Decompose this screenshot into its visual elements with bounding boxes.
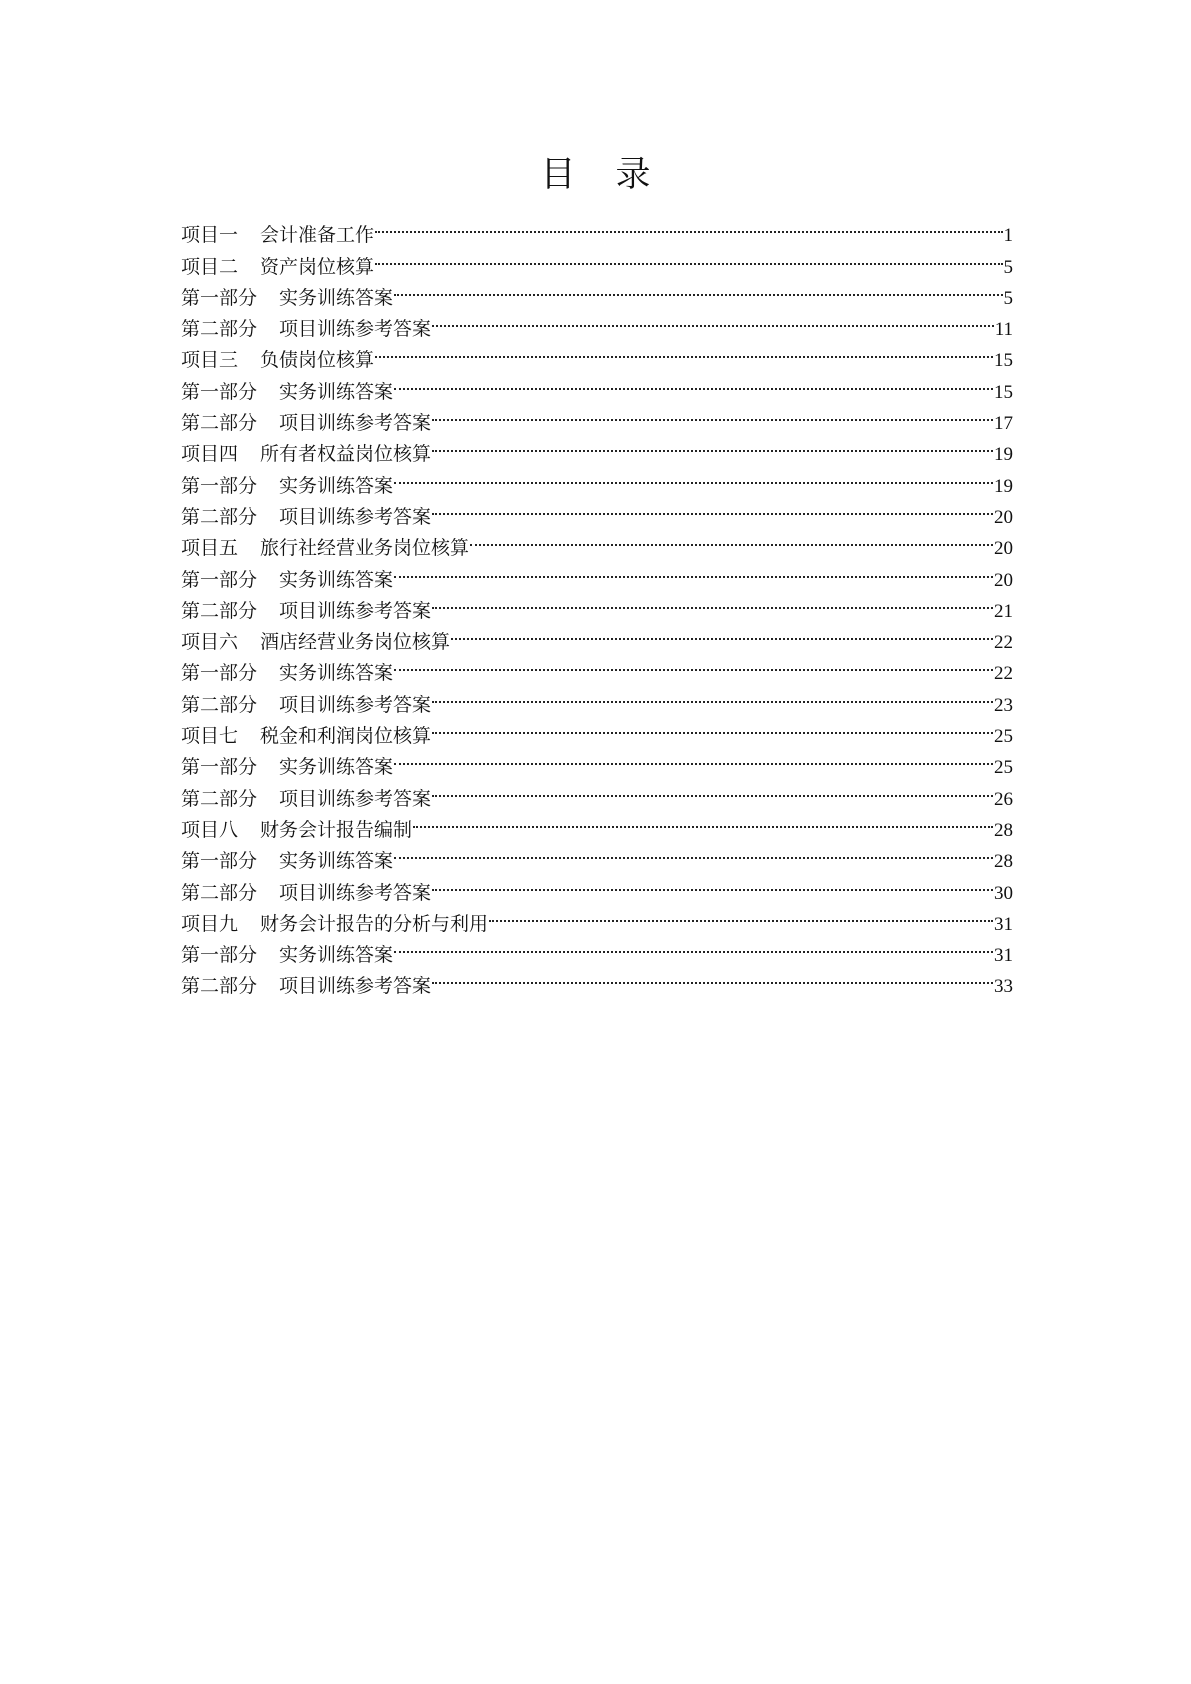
toc-entry-label	[181, 471, 393, 502]
toc-entry-prefix: 项目五	[181, 537, 239, 560]
toc-entry-prefix: 第二部分	[181, 693, 258, 716]
toc-entry-label	[181, 565, 393, 596]
toc-entry-prefix: 项目八	[181, 818, 239, 841]
toc-page-number: 25	[994, 726, 1013, 748]
toc-page-number: 21	[994, 600, 1013, 622]
toc-page-number: 31	[994, 945, 1013, 967]
toc-page-number: 31	[994, 913, 1013, 935]
toc-page-number: 17	[994, 413, 1013, 435]
toc-entry-prefix: 第一部分	[181, 380, 258, 403]
toc-entry-title: 项目训练参考答案	[279, 505, 432, 528]
toc-entry-label	[181, 846, 393, 877]
toc-page-number: 22	[994, 663, 1013, 685]
toc-entry-spacer	[257, 471, 279, 502]
toc-dot-leader	[432, 961, 993, 992]
toc-dot-leader	[432, 492, 993, 523]
toc-page-number: 30	[994, 882, 1013, 904]
toc-entry-spacer	[257, 752, 279, 783]
toc-entry-label	[181, 252, 374, 283]
toc-entry-prefix: 第一部分	[181, 568, 258, 591]
toc-page-number: 28	[994, 851, 1013, 873]
toc-entry-prefix: 第一部分	[181, 944, 258, 967]
toc-page-number: 20	[994, 538, 1013, 560]
toc-dot-leader	[394, 273, 1002, 304]
toc-entry-spacer	[238, 815, 260, 846]
toc-entry-spacer	[238, 627, 260, 658]
toc-page-number: 19	[994, 444, 1013, 466]
toc-entry-prefix: 项目一	[181, 224, 239, 247]
toc-entry-spacer	[238, 533, 260, 564]
toc-entry-spacer	[257, 377, 279, 408]
toc-dot-leader	[394, 366, 993, 397]
toc-entry-label	[181, 784, 431, 815]
toc-entry-title: 实务训练答案	[279, 756, 394, 779]
page-title-char: 目	[540, 155, 576, 195]
toc-page-number: 15	[994, 350, 1013, 372]
toc-dot-leader	[432, 398, 993, 429]
toc-entry-spacer	[257, 565, 279, 596]
toc-entry-spacer	[257, 846, 279, 877]
toc-entry-spacer	[257, 878, 279, 909]
toc-entry-title: 项目训练参考答案	[279, 599, 432, 622]
toc-entry-prefix: 项目四	[181, 443, 239, 466]
table-of-contents	[181, 210, 1013, 998]
toc-dot-leader	[432, 773, 993, 804]
toc-entry-label	[181, 815, 412, 846]
toc-page-number: 28	[994, 819, 1013, 841]
toc-page-number: 22	[994, 632, 1013, 654]
toc-entry-label	[181, 690, 431, 721]
toc-entry-prefix: 第二部分	[181, 787, 258, 810]
toc-entry-label	[181, 878, 431, 909]
toc-entry-prefix: 第二部分	[181, 975, 258, 998]
toc-entry-prefix: 第二部分	[181, 599, 258, 622]
toc-entry-label	[181, 658, 393, 689]
toc-entry-title: 实务训练答案	[279, 380, 394, 403]
toc-dot-leader	[394, 742, 993, 773]
toc-entry-title: 酒店经营业务岗位核算	[260, 631, 451, 654]
toc-dot-leader	[470, 523, 993, 554]
toc-page-number: 15	[994, 381, 1013, 403]
toc-entry-spacer	[257, 408, 279, 439]
toc-entry-title: 项目训练参考答案	[279, 318, 432, 341]
toc-entry-title: 实务训练答案	[279, 568, 394, 591]
toc-entry-prefix: 项目六	[181, 631, 239, 654]
toc-entry-title: 项目训练参考答案	[279, 693, 432, 716]
toc-entry-label	[181, 408, 431, 439]
toc-entry-spacer	[257, 784, 279, 815]
toc-entry-label	[181, 971, 431, 1002]
toc-page-number: 23	[994, 694, 1013, 716]
toc-entry-prefix: 项目九	[181, 912, 239, 935]
toc-entry-spacer	[257, 658, 279, 689]
toc-dot-leader	[451, 617, 993, 648]
toc-dot-leader	[432, 586, 993, 617]
toc-entry-prefix: 第二部分	[181, 505, 258, 528]
toc-dot-leader	[394, 554, 993, 585]
toc-entry-title: 项目训练参考答案	[279, 412, 432, 435]
toc-entry-spacer	[238, 220, 260, 251]
toc-entry-spacer	[257, 940, 279, 971]
toc-page-number: 5	[1003, 287, 1013, 309]
toc-entry-spacer	[257, 502, 279, 533]
toc-page-number: 5	[1003, 256, 1013, 278]
toc-entry-label	[181, 752, 393, 783]
toc-dot-leader	[394, 930, 993, 961]
toc-entry-prefix: 项目七	[181, 725, 239, 748]
toc-entry-label	[181, 596, 431, 627]
toc-entry-spacer	[238, 345, 260, 376]
toc-entry-title: 财务会计报告的分析与利用	[260, 912, 489, 935]
toc-entry-title: 旅行社经营业务岗位核算	[260, 537, 470, 560]
toc-entry-prefix: 第二部分	[181, 881, 258, 904]
toc-entry-title: 资产岗位核算	[260, 255, 375, 278]
toc-page-number: 20	[994, 569, 1013, 591]
toc-entry-spacer	[257, 690, 279, 721]
toc-page-number: 25	[994, 757, 1013, 779]
toc-entry-title: 财务会计报告编制	[260, 818, 413, 841]
toc-entry-title: 项目训练参考答案	[279, 787, 432, 810]
toc-entry-spacer	[238, 909, 260, 940]
toc-entry-title: 实务训练答案	[279, 850, 394, 873]
toc-entry-title: 负债岗位核算	[260, 349, 375, 372]
toc-entry-spacer	[238, 252, 260, 283]
toc-entry-prefix: 第二部分	[181, 318, 258, 341]
toc-entry-prefix: 第二部分	[181, 412, 258, 435]
toc-entry-label	[181, 502, 431, 533]
toc-entry-spacer	[238, 721, 260, 752]
toc-dot-leader	[375, 210, 1002, 241]
toc-entry-label	[181, 345, 374, 376]
toc-page-number: 11	[994, 319, 1013, 341]
toc-entry-prefix: 项目二	[181, 255, 239, 278]
toc-entry-spacer	[238, 439, 260, 470]
toc-dot-leader	[375, 241, 1002, 272]
toc-entry-title: 实务训练答案	[279, 474, 394, 497]
toc-dot-leader	[394, 648, 993, 679]
toc-entry-spacer	[257, 314, 279, 345]
toc-entry-spacer	[257, 283, 279, 314]
toc-dot-leader	[432, 304, 994, 335]
toc-page-number: 20	[994, 506, 1013, 528]
toc-dot-leader	[432, 679, 993, 710]
toc-entry-title: 实务训练答案	[279, 944, 394, 967]
toc-page-number: 33	[994, 976, 1013, 998]
toc-entry-title: 项目训练参考答案	[279, 975, 432, 998]
toc-entry-prefix: 项目三	[181, 349, 239, 372]
toc-entry-prefix: 第一部分	[181, 286, 258, 309]
toc-dot-leader	[394, 460, 993, 491]
toc-entry-prefix: 第一部分	[181, 662, 258, 685]
toc-dot-leader	[413, 805, 993, 836]
toc-entry-title: 实务训练答案	[279, 286, 394, 309]
toc-entry-prefix: 第一部分	[181, 474, 258, 497]
toc-page-number: 19	[994, 475, 1013, 497]
toc-entry-label	[181, 940, 393, 971]
toc-dot-leader	[394, 836, 993, 867]
toc-entry-label	[181, 220, 374, 251]
toc-entry-label	[181, 283, 393, 314]
toc-entry-prefix: 第一部分	[181, 756, 258, 779]
toc-entry-title: 税金和利润岗位核算	[260, 725, 432, 748]
page-title-char: 录	[615, 155, 651, 195]
toc-entry-prefix: 第一部分	[181, 850, 258, 873]
toc-entry-title: 所有者权益岗位核算	[260, 443, 432, 466]
toc-dot-leader	[432, 711, 993, 742]
toc-entry[interactable]	[181, 210, 1013, 247]
toc-entry-title: 会计准备工作	[260, 224, 375, 247]
toc-entry-title: 项目训练参考答案	[279, 881, 432, 904]
page-title	[0, 153, 1191, 197]
toc-entry-spacer	[257, 971, 279, 1002]
toc-entry-spacer	[257, 596, 279, 627]
toc-dot-leader	[432, 867, 993, 898]
toc-dot-leader	[432, 429, 993, 460]
toc-dot-leader	[375, 335, 993, 366]
toc-entry-label	[181, 377, 393, 408]
toc-page-number: 26	[994, 788, 1013, 810]
toc-page-number: 1	[1003, 225, 1013, 247]
toc-dot-leader	[489, 899, 993, 930]
toc-entry-title: 实务训练答案	[279, 662, 394, 685]
